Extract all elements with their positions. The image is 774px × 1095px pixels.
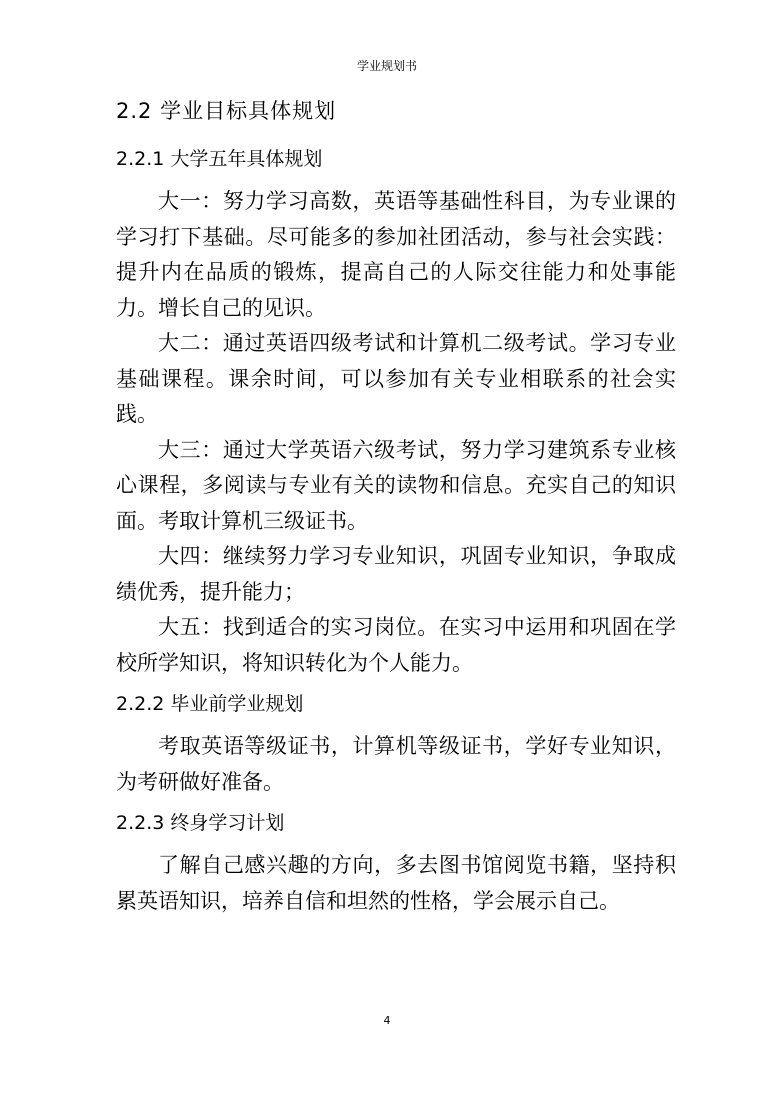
subsection-heading-1: 2.2.1 大学五年具体规划 [116,148,323,170]
paragraph-year-5: 大五：找到适合的实习岗位。在实习中运用和巩固在学校所学知识，将知识转化为个人能力。 [116,615,676,675]
paragraph-pre-graduation: 考取英语等级证书，计算机等级证书，学好专业知识，为考研做好准备。 [116,734,676,794]
subsection-heading-3: 2.2.3 终身学习计划 [116,812,285,834]
paragraph-year-3: 大三：通过大学英语六级考试，努力学习建筑系专业核心课程，多阅读与专业有关的读物和信息。充实自己的知识面。考取计算机三级证书。 [116,437,676,533]
paragraph-lifelong-learning: 了解自己感兴趣的方向，多去图书馆阅览书籍，坚持积累英语知识，培养自信和坦然的性格，学会展示自己。 [116,853,676,913]
running-header: 学业规划书 [356,59,417,73]
subsection-heading-2: 2.2.2 毕业前学业规划 [116,693,304,715]
paragraph-year-1: 大一：努力学习高数，英语等基础性科目，为专业课的学习打下基础。尽可能多的参加社团活动，参与社会实践：提升内在品质的锻炼，提高自己的人际交往能力和处事能力。增长自己的见识。 [116,189,676,320]
page-content [116,96,676,919]
paragraph-year-2: 大二：通过英语四级考试和计算机二级考试。学习专业基础课程。课余时间，可以参加有关专业相联系的社会实践。 [116,331,676,426]
page-number: 4 [383,1014,391,1027]
section-heading: 2.2 学业目标具体规划 [116,99,337,123]
paragraph-year-4: 大四：继续努力学习专业知识，巩固专业知识，争取成绩优秀，提升能力； [116,544,676,604]
